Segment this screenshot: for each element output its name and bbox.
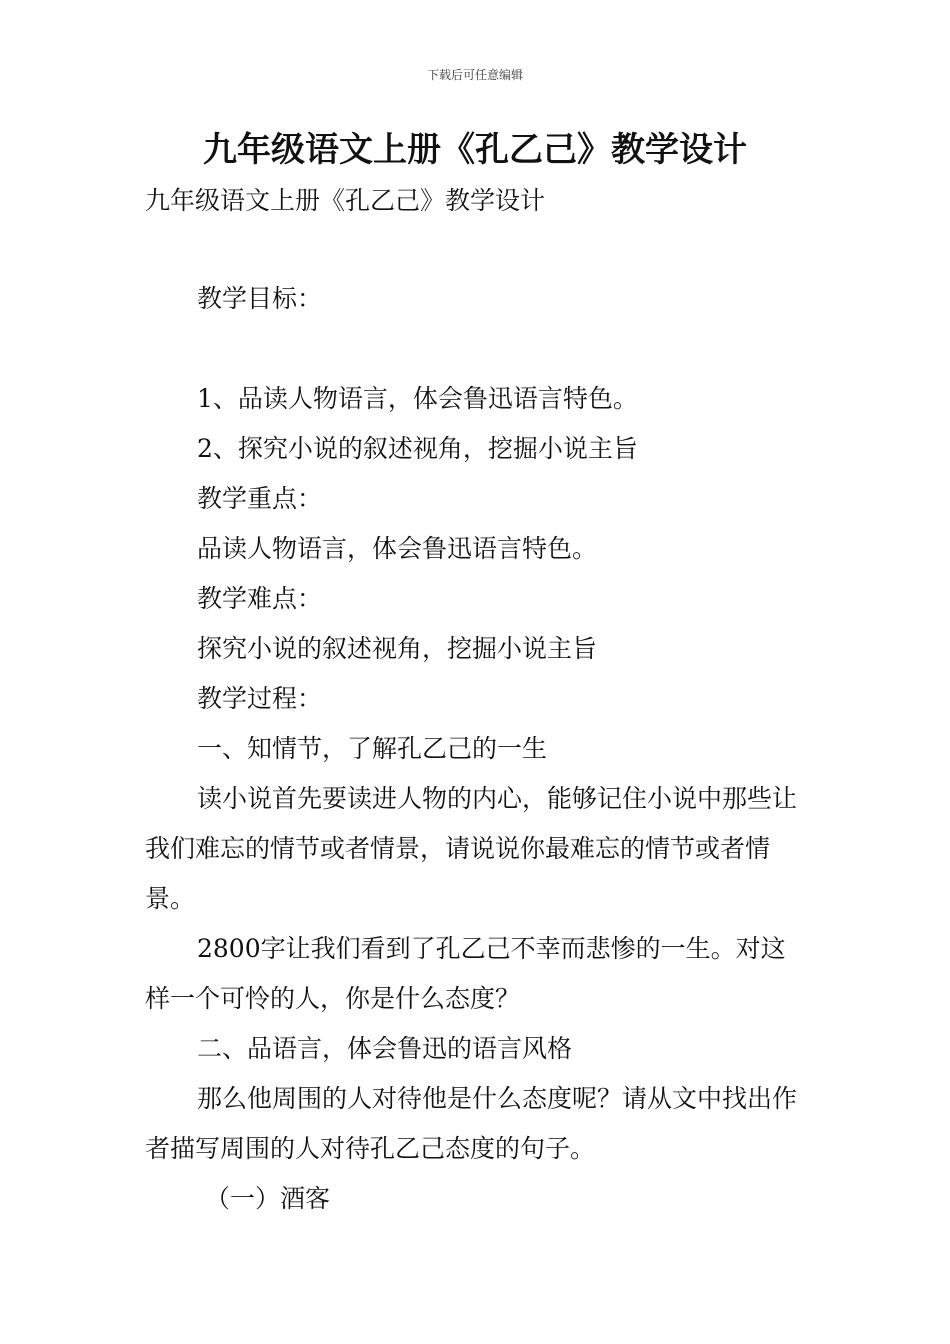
objectives-block — [145, 274, 807, 324]
main-content — [145, 374, 807, 1224]
section-1-heading: 一、知情节，了解孔乙己的一生 — [197, 734, 548, 763]
subtitle: 九年级语文上册《孔乙己》教学设计 — [145, 186, 546, 215]
difficulty-heading: 教学难点： — [197, 584, 323, 613]
document-title: 九年级语文上册《孔乙己》教学设计 — [203, 130, 747, 170]
key-point-heading: 教学重点： — [197, 484, 323, 513]
objective-2: 2、探究小说的叙述视角，挖掘小说主旨 — [197, 434, 638, 463]
paragraph-3: 那么他周围的人对待他是什么态度呢？请从文中找出作者描写周围的人对待孔乙己态度的句子。 — [145, 1084, 798, 1163]
paragraph-2: 2800字让我们看到了孔乙己不幸而悲惨的一生。对这样一个可怜的人，你是什么态度？ — [145, 934, 786, 1013]
objective-1: 1、品读人物语言，体会鲁迅语言特色。 — [197, 384, 638, 413]
document-body — [145, 176, 807, 226]
objectives-heading: 教学目标： — [197, 284, 323, 313]
paragraph-1: 读小说首先要读进人物的内心，能够记住小说中那些让我们难忘的情节或者情景，请说说你最难忘的情节或者情景。 — [145, 784, 798, 913]
header-note: 下载后可任意编辑 — [426, 68, 523, 82]
key-point: 品读人物语言，体会鲁迅语言特色。 — [197, 534, 598, 563]
section-2-heading: 二、品语言，体会鲁迅的语言风格 — [197, 1034, 573, 1063]
process-heading: 教学过程： — [197, 684, 323, 713]
subsection-1-heading: （一）酒客 — [205, 1184, 331, 1213]
difficulty: 探究小说的叙述视角，挖掘小说主旨 — [197, 634, 598, 663]
